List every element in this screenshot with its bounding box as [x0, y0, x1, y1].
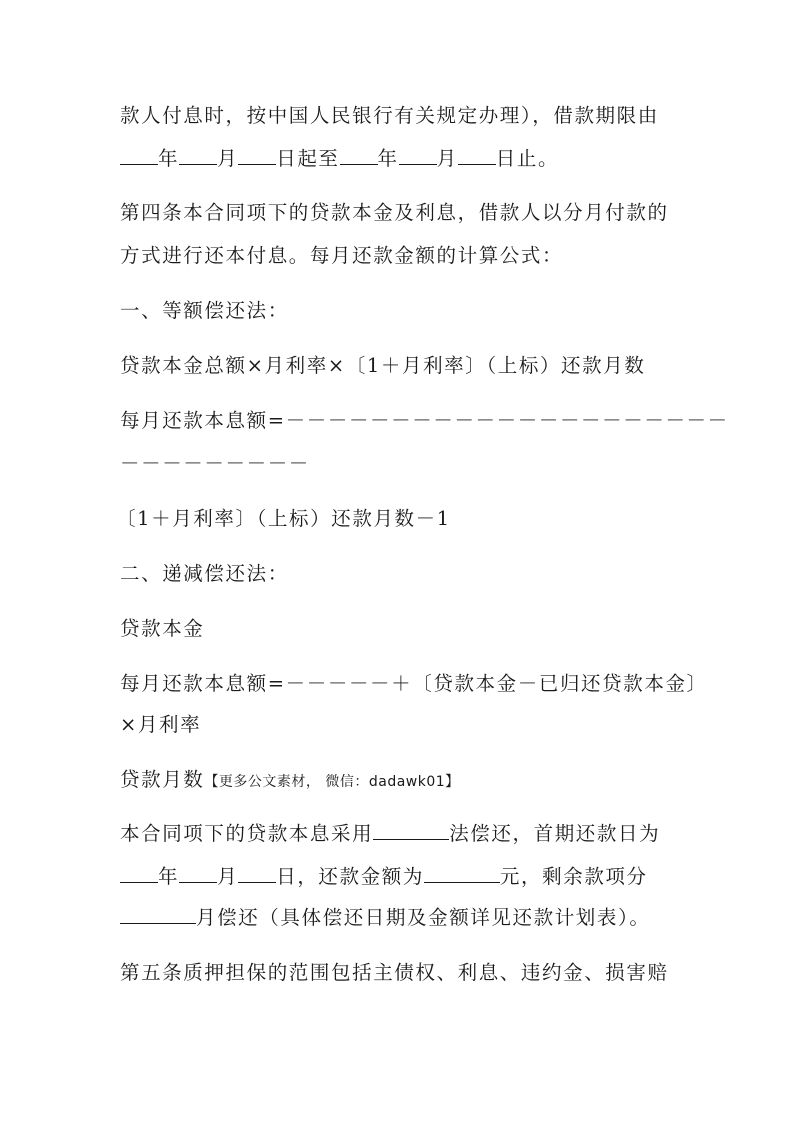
promo-note: 【更多公文素材， 微信：dadawk01】 [204, 774, 460, 790]
formula-1-line-cont-text: －－－－－－－－－ [120, 452, 310, 475]
paragraph-line-4 [120, 244, 563, 268]
formula-2-line-cont-text: ×月利率 [120, 713, 202, 736]
text-day-from: 日起至 [276, 147, 340, 170]
formula-2-line-cont [120, 713, 201, 737]
blank-months [120, 906, 196, 924]
text-repayment-adopt: 本合同项下的贷款本息采用 [120, 822, 374, 845]
formula-1-line [120, 409, 729, 433]
blank-end-day [458, 147, 496, 165]
text-first-repayment: 法偿还，首期还款日为 [449, 822, 661, 845]
paragraph-line-2 [120, 147, 559, 171]
formula-2-denominator [120, 768, 460, 794]
text-year: 年 [158, 147, 180, 170]
blank-first-month [179, 865, 217, 883]
blank-start-month [179, 147, 217, 165]
paragraph-line-1 [120, 104, 659, 128]
heading-decreasing-payment-text: 二、递减偿还法： [120, 562, 289, 585]
text-installments: 月偿还（具体偿还日期及金额详见还款计划表）。 [196, 906, 651, 929]
text-month: 月 [217, 147, 239, 170]
blank-end-year [340, 147, 378, 165]
text-repayment-amount: 日，还款金额为 [276, 865, 424, 888]
formula-1-denominator-text: 〔1＋月利率〕（上标）还款月数－1 [116, 507, 451, 530]
formula-1-numerator-text: 贷款本金总额×月利率×〔1＋月利率〕（上标）还款月数 [120, 354, 646, 377]
text-month: 月 [217, 865, 239, 888]
paragraph-first-payment-date [120, 865, 648, 889]
blank-end-month [399, 147, 437, 165]
blank-method [373, 822, 449, 840]
blank-first-year [120, 865, 158, 883]
blank-start-year [120, 147, 158, 165]
text-article-5: 第五条质押担保的范围包括主债权、利息、违约金、损害赔 [120, 961, 669, 984]
heading-decreasing-payment [120, 562, 289, 586]
formula-2-numerator-text: 贷款本金 [120, 617, 205, 640]
text-day-to: 日止。 [495, 147, 560, 170]
formula-1-numerator [120, 354, 645, 378]
blank-start-day [238, 147, 276, 165]
text-article-4: 第四条本合同项下的贷款本金及利息，借款人以分月付款的 [120, 201, 669, 224]
formula-2-line [120, 672, 708, 696]
text-loan-term-start: 款人付息时，按中国人民银行有关规定办理），借款期限由 [120, 104, 659, 127]
formula-1-denominator [116, 507, 451, 531]
paragraph-repayment-method [120, 822, 660, 846]
text-year: 年 [377, 147, 399, 170]
blank-amount [424, 865, 500, 883]
formula-1-line-text: 每月还款本息额=－－－－－－－－－－－－－－－－－－－－－ [120, 409, 729, 432]
text-remaining: 元，剩余款项分 [499, 865, 648, 888]
paragraph-installments [120, 906, 650, 930]
text-month: 月 [436, 147, 458, 170]
paragraph-line-3 [120, 201, 669, 225]
formula-2-denominator-text: 贷款月数 [120, 768, 205, 791]
heading-equal-payment-text: 一、等额偿还法： [120, 299, 289, 322]
text-year: 年 [158, 865, 180, 888]
blank-first-day [238, 865, 276, 883]
paragraph-article-5 [120, 961, 669, 985]
formula-2-numerator [120, 617, 204, 641]
text-repayment-method: 方式进行还本付息。每月还款金额的计算公式： [120, 244, 564, 267]
formula-2-line-text: 每月还款本息额=－－－－－＋〔贷款本金－已归还贷款本金〕 [120, 672, 708, 695]
formula-1-line-cont [120, 452, 310, 476]
heading-equal-payment [120, 299, 289, 323]
